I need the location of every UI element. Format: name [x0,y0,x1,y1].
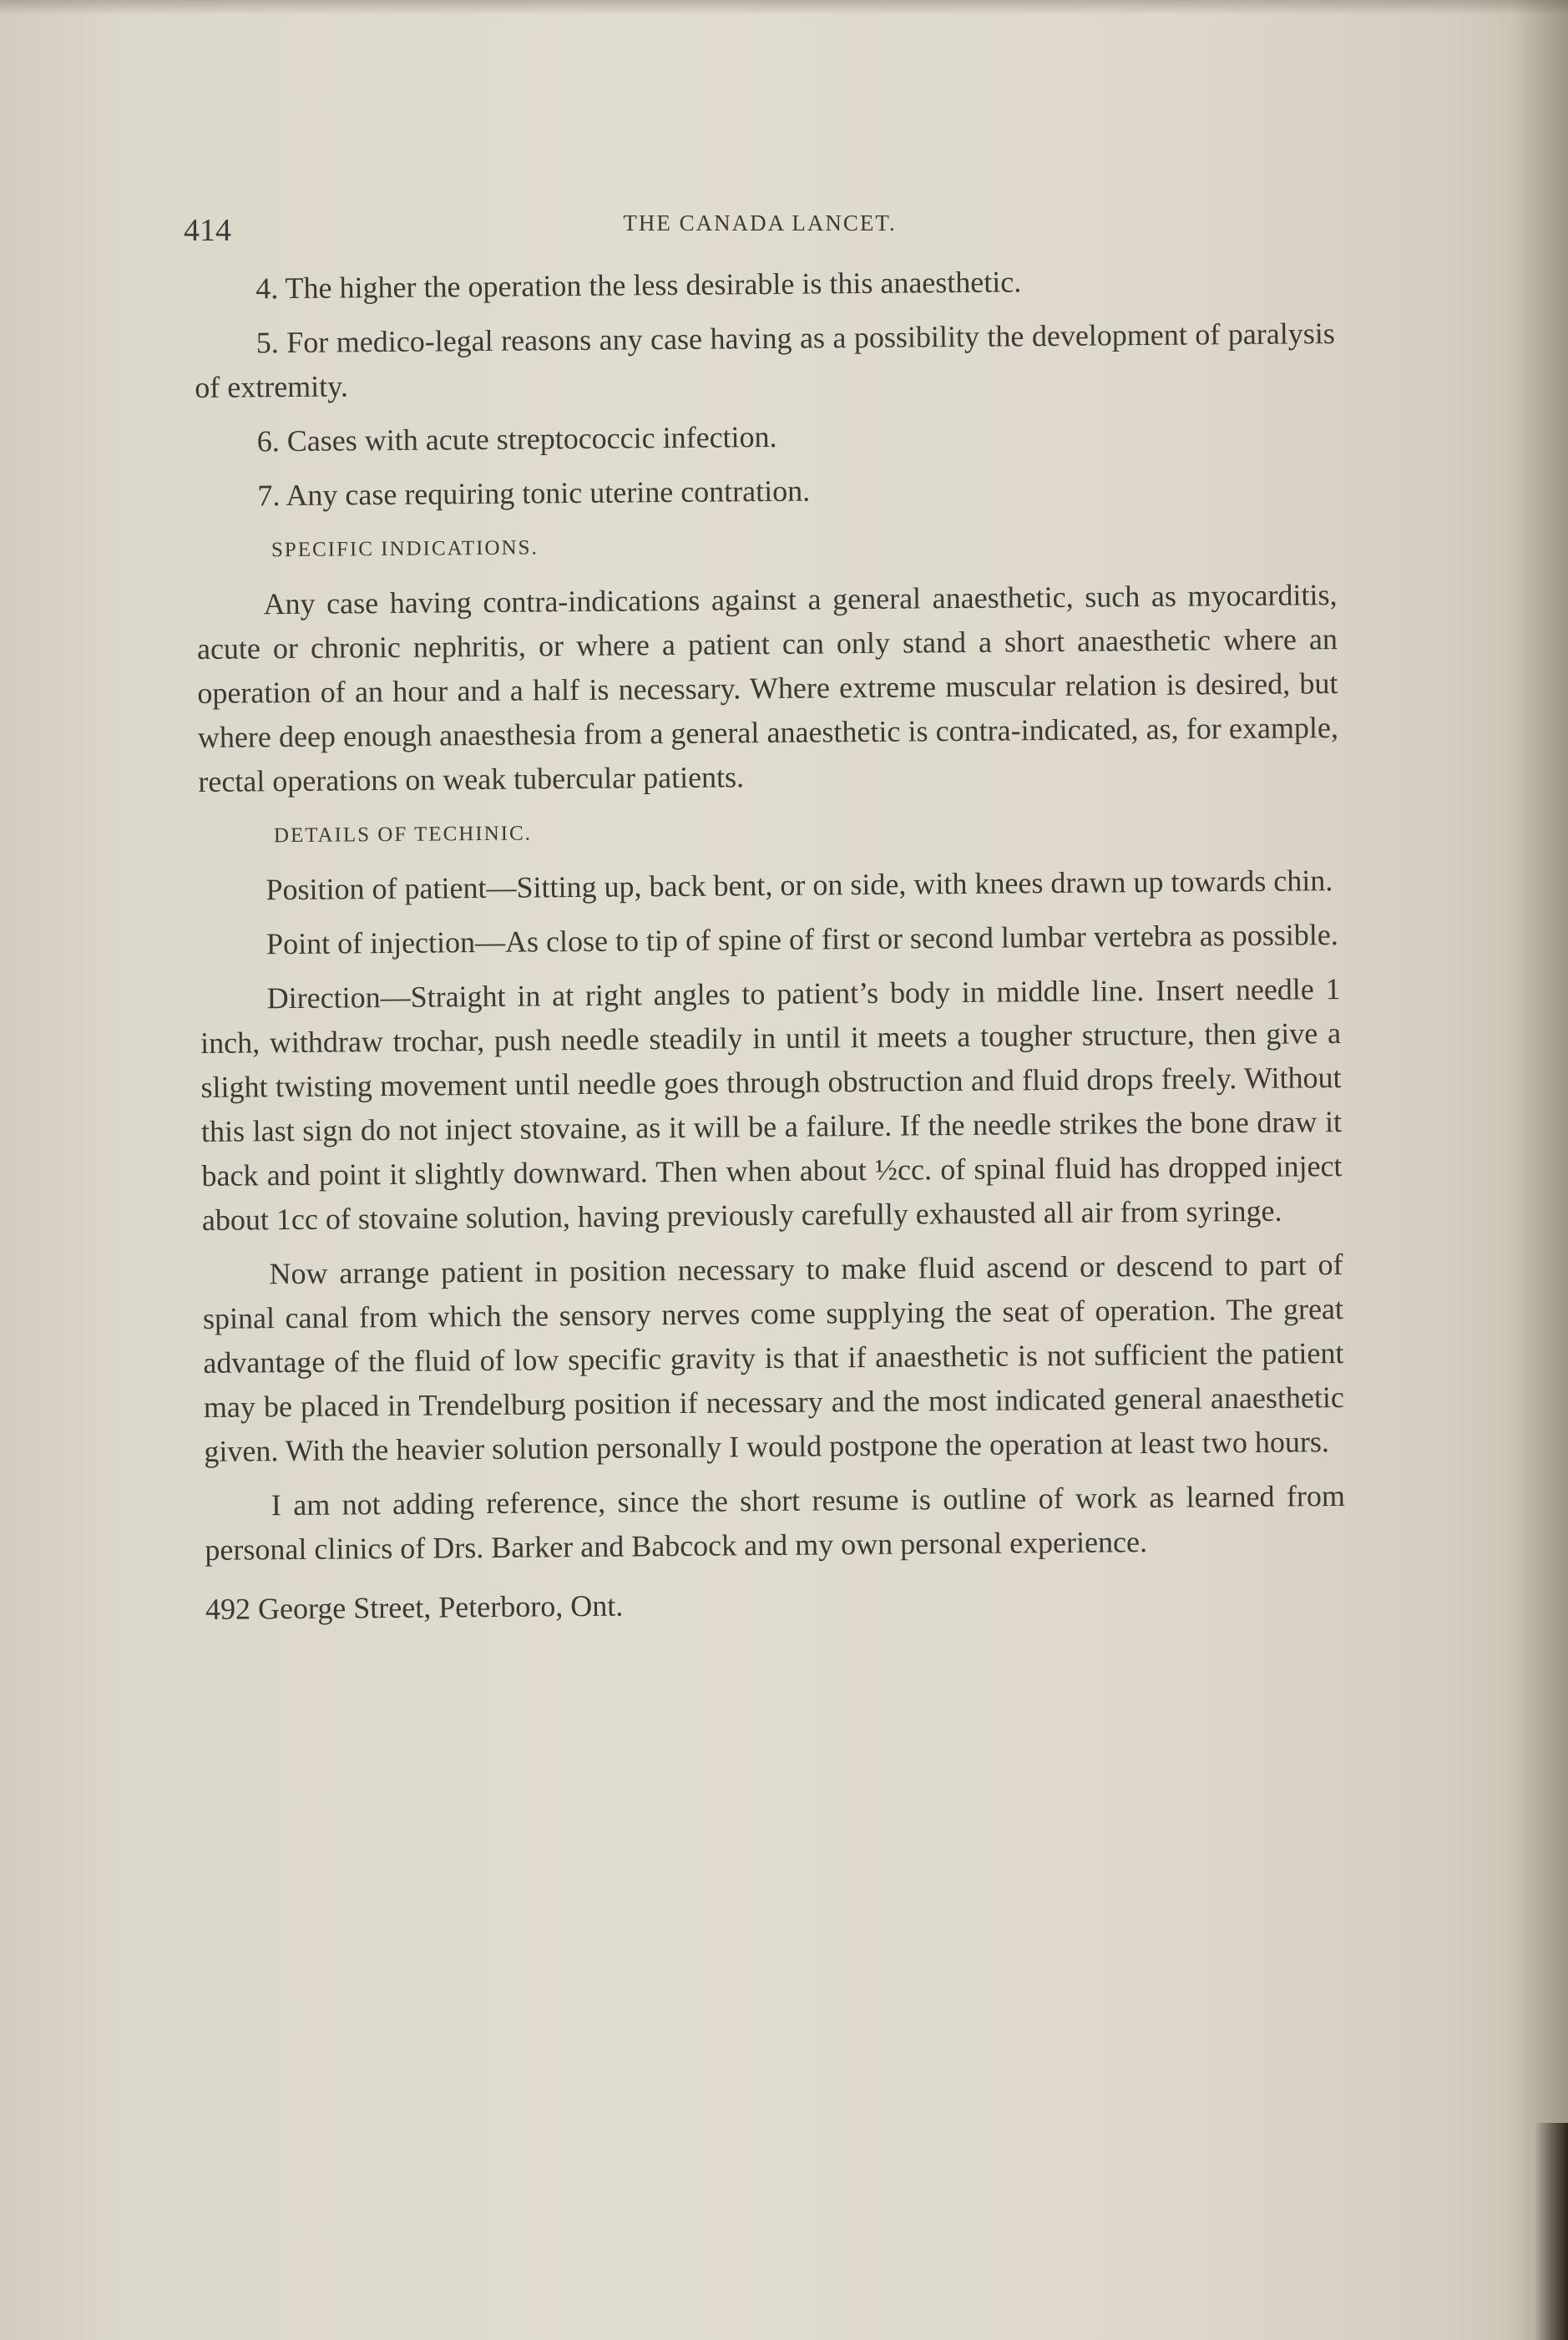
section-heading-details: DETAILS OF TECHINIC. [273,822,533,848]
binding-shadow [1535,2123,1568,2340]
list-item: 4. The higher the operation the less desirable is this anaesthetic. [255,265,1022,306]
journal-title: THE CANADA LANCET. [623,210,897,236]
page-number: 414 [184,213,231,248]
paragraph: Direction—Straight in at right angles to patient’s body in middle line. Insert needle 1 inch, withdraw trochar, push needle steadily in until it meets a tougher structure, then give a slight twisting movement until needle goes through obstruction and fluid drops freely. Without this last sign do not inject stovaine, as it will be a failure. If the needle strikes the bone draw it back and point it slightly downward. Then when about ½cc. of spinal fluid has dropped inject about 1cc of stovaine solution, having previously carefully exhausted all air from syringe. [200,972,1343,1237]
paragraph: I am not adding reference, since the short resume is outline of work as learned from personal clinics of Drs. Barker and Babcock and my own personal experience. [205,1479,1346,1567]
paragraph: Position of patient—Sitting up, back bent, or on side, with knees drawn up towards chin. [266,864,1333,907]
section-heading-specific-indications: SPECIFIC INDICATIONS. [271,536,539,562]
article-body [194,257,1346,1642]
list-item: 6. Cases with acute streptococcic infection. [256,419,777,458]
running-head [184,200,1336,251]
author-address: 492 George Street, Peterboro, Ont. [205,1588,624,1626]
list-item: 5. For medico-legal reasons any case having as a possibility the development of paralysis of extremity. [195,317,1335,404]
paragraph: Now arrange patient in position necessary to make fluid ascend or descend to part of spinal canal from which the sensory nerves come supplying the seat of operation. The great advantage of the fluid of low specific gravity is that if anaesthetic is not sufficient the patient may be placed in Trendelburg position if necessary and the most indicated general anaesthetic given. With the heavier solution personally I would postpone the operation at least two hours. [202,1248,1345,1468]
page-right-shadow [1510,0,1568,2340]
page-top-shadow [0,0,1568,15]
paragraph: Any case having contra-indications against a general anaesthetic, such as myocarditis, acute or chronic nephritis, or where a patient can only stand a short anaesthetic where an operation of an hour and a half is necessary. Where extreme muscular relation is desired, but where deep enough anaesthesia from a general anaesthetic is contra-indicated, as, for example, rectal operations on weak tubercular patients. [196,578,1339,798]
paragraph: Point of injection—As close to tip of spine of first or second lumbar vertebra as possible. [266,918,1338,961]
list-item: 7. Any case requiring tonic uterine contration. [257,474,811,513]
